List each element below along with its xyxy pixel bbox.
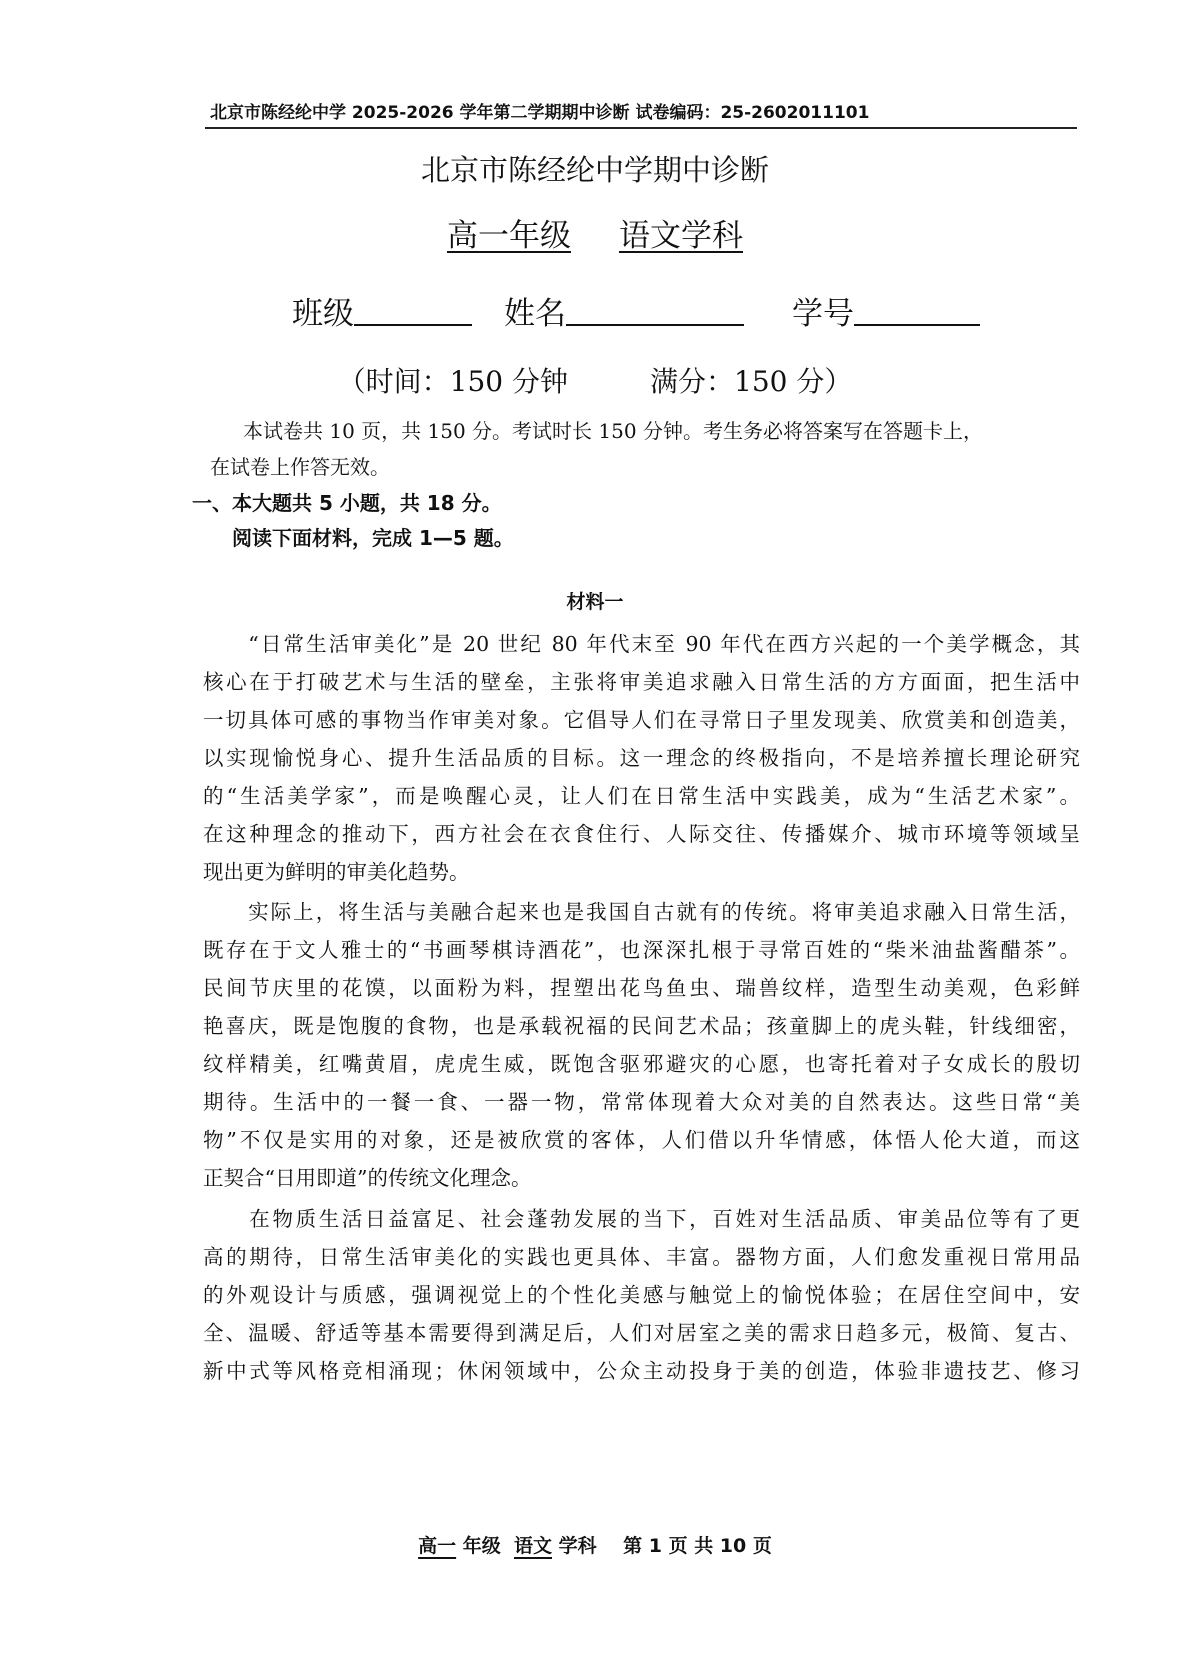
paragraph-line: 艳喜庆，既是饱腹的食物，也是承载祝福的民间艺术品；孩童脚上的虎头鞋，针线细密， — [203, 1014, 1080, 1038]
paragraph-line: 期待。生活中的一餐一食、一器一物，常常体现着大众对美的自然表达。这些日常“美 — [203, 1090, 1080, 1114]
intro-line-1: 本试卷共 10 页，共 150 分。考试时长 150 分钟。考生务必将答案写在答题卡上， — [243, 419, 983, 443]
paragraph-line: 实际上，将生活与美融合起来也是我国自古就有的传统。将审美追求融入日常生活， — [203, 900, 1080, 924]
material-title: 材料一 — [566, 591, 624, 613]
paragraph-line: 的“生活美学家”，而是唤醒心灵，让人们在日常生活中实践美，成为“生活艺术家”。 — [203, 784, 1080, 808]
exam-time: （时间：150 分钟 — [337, 365, 568, 398]
paragraph-line: 高的期待，日常生活审美化的实践也更具体、丰富。器物方面，人们愈发重视日常用品 — [203, 1245, 1080, 1269]
exam-score: 满分：150 分） — [650, 365, 853, 398]
paragraph-line: 一切具体可感的事物当作审美对象。它倡导人们在寻常日子里发现美、欣赏美和创造美， — [203, 708, 1080, 732]
paragraph-line: 新中式等风格竞相涌现；休闲领域中，公众主动投身于美的创造，体验非遗技艺、修习 — [203, 1359, 1080, 1383]
section-instruction: 阅读下面材料，完成 1—5 题。 — [232, 526, 514, 550]
exam-header: 北京市陈经纶中学 2025-2026 学年第二学期期中诊断 试卷编码：25-2602011101 — [210, 103, 870, 123]
student-info-fields — [292, 292, 992, 336]
page-title: 北京市陈经纶中学期中诊断 — [420, 153, 769, 187]
grade-subject-line — [0, 215, 1190, 257]
paragraph-line: 民间节庆里的花馍，以面粉为料，捏塑出花鸟鱼虫、瑞兽纹样，造型生动美观，色彩鲜 — [203, 976, 1080, 1000]
footer-subject: 语文 — [514, 1535, 553, 1557]
paragraph-line: 正契合“日用即道”的传统文化理念。 — [203, 1166, 532, 1190]
page-footer — [0, 1532, 1190, 1560]
class-blank — [354, 294, 472, 326]
paragraph-line: 在物质生活日益富足、社会蓬勃发展的当下，百姓对生活品质、审美品位等有了更 — [203, 1207, 1080, 1231]
footer-subject-suffix: 学科 — [558, 1535, 597, 1557]
paragraph-3 — [203, 1200, 1080, 1390]
paragraph-line: 纹样精美，红嘴黄眉，虎虎生威，既饱含驱邪避灾的心愿，也寄托着对子女成长的殷切 — [203, 1052, 1080, 1076]
paragraph-line: 物”不仅是实用的对象，还是被欣赏的客体，人们借以升华情感，体悟人伦大道，而这 — [203, 1128, 1080, 1152]
header-divider — [205, 127, 1077, 129]
footer-grade-suffix: 年级 — [462, 1535, 501, 1557]
page-number: 第 1 页 共 10 页 — [623, 1535, 772, 1557]
paragraph-line: 在这种理念的推动下，西方社会在衣食住行、人际交往、传播媒介、城市环境等领域呈 — [203, 822, 1080, 846]
paragraph-1 — [203, 625, 1080, 891]
class-label: 班级 — [292, 296, 354, 332]
paragraph-line: 的外观设计与质感，强调视觉上的个性化美感与触觉上的愉悦体验；在居住空间中，安 — [203, 1283, 1080, 1307]
paragraph-line: “日常生活审美化”是 20 世纪 80 年代末至 90 年代在西方兴起的一个美学概念，其 — [203, 632, 1080, 656]
paragraph-line: 核心在于打破艺术与生活的壁垒，主张将审美追求融入日常生活的方方面面，把生活中 — [203, 670, 1080, 694]
paragraph-line: 既存在于文人雅士的“书画琴棋诗酒花”，也深深扎根于寻常百姓的“柴米油盐酱醋茶”。 — [203, 938, 1080, 962]
footer-grade: 高一 — [418, 1535, 457, 1557]
intro-line-2: 在试卷上作答无效。 — [210, 455, 390, 479]
name-blank — [566, 294, 744, 326]
paragraph-line: 全、温暖、舒适等基本需要得到满足后，人们对居室之美的需求日趋多元，极简、复古、 — [203, 1321, 1080, 1345]
paragraph-line: 以实现愉悦身心、提升生活品质的目标。这一理念的终极指向，不是培养擅长理论研究 — [203, 746, 1080, 770]
grade-label: 高一年级 — [447, 218, 571, 254]
exam-time-score — [0, 362, 1190, 402]
paragraph-line: 现出更为鲜明的审美化趋势。 — [203, 860, 470, 884]
name-label: 姓名 — [504, 296, 566, 332]
subject-label: 语文学科 — [619, 218, 743, 254]
paragraph-2 — [203, 893, 1080, 1197]
section-heading: 一、本大题共 5 小题，共 18 分。 — [192, 491, 502, 515]
student-id-label: 学号 — [792, 296, 854, 332]
student-id-blank — [854, 294, 980, 326]
